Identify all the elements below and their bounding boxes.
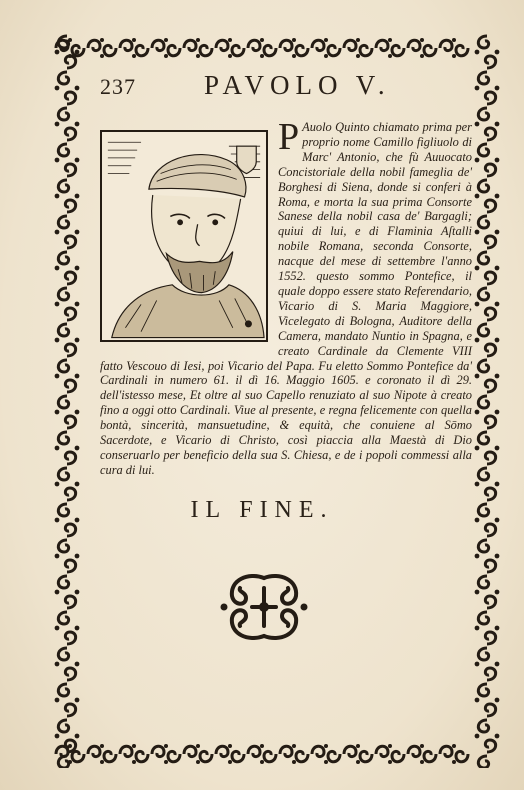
fleuron-icon <box>218 570 310 644</box>
biography-text <box>100 116 472 478</box>
portrait-spacer <box>100 120 278 352</box>
page-number: 237 <box>100 74 136 99</box>
page-title: PAVOLO V. <box>204 70 391 100</box>
ornamental-border-top <box>54 34 470 62</box>
biography-paragraph: Auolo Quinto chiamato prima per proprio nome Camillo figliuolo di Marc' Antonio, che fù Auuocato Concistoriale della nobil fameglia de' Borghesi di Siena, donde si conferi à Roma, e morta la sua prima Consorte Sanese della nobil casa de' Bargagli; quiui di lui, e di Flaminia Aſtalli nobile Romana, seconda Consorte, nacque del mese di settembre l'anno 1552. questo sommo Pontefice, il quale doppo essere stato Referendario, Vicario di S. Maria Maggiore, Vicelegato di Bologna, Auditore della Camera, mandato Nuntio in Spagna, e creato Cardinale da Clemente VIII fatto Vescouo di Iesi, poi Vicario del Papa. Fu eletto Sommo Pontefice da' Cardinali in numero 61. il dì 16. Maggio 1605. e coronato il dì 29. dell'istesso mese, Et oltre al suo Capello renuziato al suo Nipote à creato fino a oggi otto Cardinali. Viue al presente, e regna felicemente con quella bontà, sincerità, mansuetudine, & equità, che conuiene al Sōmo Sacerdote, e Vicario di Christo, così piaccia alla Maestà di Dio conseruarlo per beneficio della sua S. Chiesa, e de i popoli commessi alla cura di lui. <box>100 120 472 477</box>
ornamental-border-bottom <box>54 740 470 768</box>
ornamental-border-right <box>472 34 502 768</box>
page-header <box>100 70 460 106</box>
drop-cap: P <box>278 116 300 158</box>
finis-heading: IL FINE. <box>190 497 334 523</box>
ornamental-border-left <box>52 34 82 768</box>
fleuron-ornament <box>218 570 310 644</box>
